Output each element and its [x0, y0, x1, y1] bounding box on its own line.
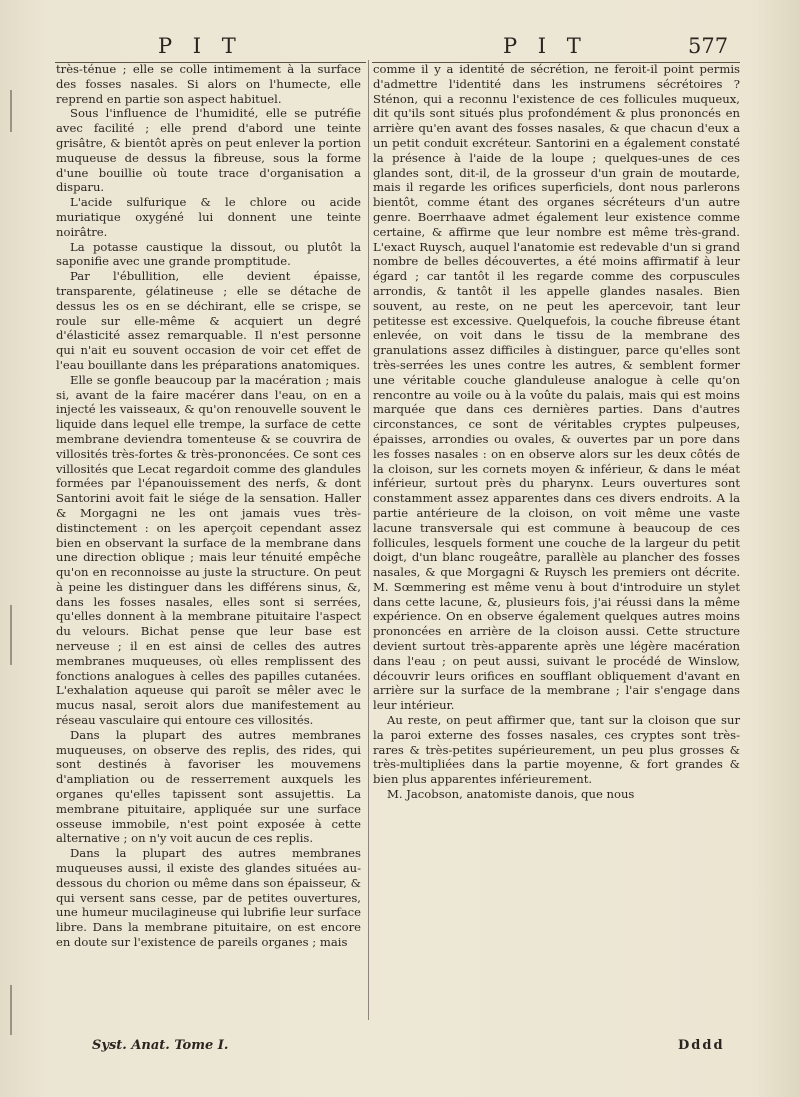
paragraph: L'acide sulfurique & le chlore ou acide muriatique oxygéné lui donnent une teinte noirâtre.: [56, 195, 361, 239]
paragraph: Elle se gonfle beaucoup par la macération ; mais si, avant de la faire macérer dans l'eau, on en a injecté les vaisseaux, & qu'on renouvelle souvent le liquide dans lequel elle trempe, la surface de cette membrane deviendra tomenteuse & se couvrira de villosités très-fortes & très-prononcées. Ce sont ces villosités que Lecat regardoit comme des glandules formées par l'épanouissement des nerfs, & dont Santorini avoit fait le siége de la sensation. Haller & Morgagni ne les ont jamais vues très-distinctement : on les aperçoit cependant assez bien en observant la surface de la membrane dans une direction oblique ; mais leur ténuité empêche qu'on en reconnoisse au juste la structure. On peut à peine les distinguer dans les différens sinus, &, dans les fosses nasales, elles sont si serrées, qu'elles donnent à la membrane pituitaire l'aspect du velours. Bichat pense que leur base est nerveuse ; il en est ainsi de celles des autres membranes muqueuses, où elles remplissent des fonctions analogues à celles des papilles cutanées. L'exhalation aqueuse qui paroît se mêler avec le mucus nasal, seroit alors due manifestement au réseau vasculaire qui entoure ces villosités.: [56, 372, 361, 728]
page-number: 577: [688, 34, 729, 58]
paragraph: Au reste, on peut affirmer que, tant sur la cloison que sur la paroi externe des fosses nasales, ces cryptes sont très-rares & très-petites supérieurement, un peu plus grosses & très-multipliées dans la partie moyenne, & fort grandes & bien plus apparentes inférieurement.: [373, 713, 740, 787]
left-column: [56, 62, 361, 950]
signature-line: Syst. Anat. Tome I.: [92, 1038, 229, 1053]
column-divider: [368, 60, 369, 1020]
paragraph: Par l'ébullition, elle devient épaisse, transparente, gélatineuse ; elle se détache de dessus les os en se déchirant, elle se crispe, se roule sur elle-même & acquiert un degré d'élasticité assez remarquable. Il n'est personne qui n'ait eu souvent occasion de voir cet effet de l'eau bouillante dans les préparations anatomiques.: [56, 269, 361, 372]
binding-mark: [10, 605, 12, 665]
running-header: [0, 28, 800, 64]
paragraph: Sous l'influence de l'humidité, elle se putréfie avec facilité ; elle prend d'abord une teinte grisâtre, & bientôt après on peut enlever la portion muqueuse de dessus la fibreuse, sous la forme d'une bouillie où toute trace d'organisation a disparu.: [56, 106, 361, 195]
signature-mark: Dddd: [678, 1038, 725, 1053]
page-footer: [0, 1038, 800, 1060]
right-column: [373, 62, 740, 802]
binding-mark: [10, 90, 12, 132]
running-head-left: P I T: [158, 34, 243, 58]
paragraph: Dans la plupart des autres membranes muqueuses aussi, il existe des glandes situées au-dessous du chorion ou même dans son épaisseur, & qui versent sans cesse, par de petites ouvertures, une humeur mucilagineuse qui lubrifie leur surface libre. Dans la membrane pituitaire, on est encore en doute sur l'existence de pareils organes ; mais: [56, 846, 361, 950]
running-head-right: P I T: [503, 34, 588, 58]
paragraph: Dans la plupart des autres membranes muqueuses, on observe des replis, des rides, qui sont destinés à favoriser les mouvemens d'ampliation ou de resserrement auxquels les organes qu'elles tapissent sont assujettis. La membrane pituitaire, appliquée sur une surface osseuse immobile, n'est point exposée à cette alternative ; on n'y voit aucun de ces replis.: [56, 727, 361, 846]
paragraph: comme il y a identité de sécrétion, ne feroit-il point permis d'admettre l'identité dans les instrumens sécrétoires ? Sténon, qui a reconnu l'existence de ces follicules muqueux, dit qu'ils sont situés plus profondément & plus prononcés en arrière qu'en avant des fosses nasales, & que chacun d'eux a un petit conduit excréteur. Santorini en a également constaté la présence à l'aide de la loupe ; quelques-unes de ces glandes sont, dit-il, de la grosseur d'un grain de moutarde, mais il regarde les orifices superficiels, dont nous parlerons bientôt, comme étant des organes sécréteurs d'un autre genre. Boerrhaave admet également leur existence comme certaine, & affirme que leur nombre est même très-grand. L'exact Ruysch, auquel l'anatomie est redevable d'un si grand nombre de belles découvertes, a été moins affirmatif à leur égard ; car tantôt il les regarde comme des corpuscules arrondis, & tantôt il les appelle glandes nasales. Bien souvent, au reste, on ne peut les apercevoir, tant leur petitesse est excessive. Quelquefois, la couche fibreuse étant enlevée, on voit dans le tissu de la membrane des granulations assez difficiles à distinguer, parce qu'elles sont très-serrées les unes contre les autres, & semblent former une véritable couche glanduleuse analogue à celle qu'on rencontre au voile ou à la voûte du palais, mais qui est moins marquée que dans ces dernières parties. Dans d'autres circonstances, ce sont de véritables cryptes pulpeuses, épaisses, arrondies ou ovales, & ouvertes par un pore dans les fosses nasales : on en observe alors sur les deux côtés de la cloison, sur les cornets moyen & inférieur, & dans le méat inférieur, surtout près du pharynx. Leurs ouvertures sont constamment assez apparentes dans ces divers endroits. A la partie antérieure de la cloison, on voit même une vaste lacune transversale qui est commune à beaucoup de ces follicules, lesquels forment une couche de la largeur du petit doigt, d'un blanc rougeâtre, parallèle au plancher des fosses nasales, & que Morgagni & Ruysch les premiers ont décrite. M. Sœmmering est même venu à bout d'introduire un stylet dans cette lacune, &, plusieurs fois, j'ai réussi dans la même expérience. On en observe également quelques autres moins prononcées en arrière de la cloison aussi. Cette structure devient surtout très-apparente après une légère macération dans l'eau ; on peut aussi, suivant le procédé de Winslow, découvrir leurs orifices en soufflant obliquement d'avant en arrière sur la surface de la membrane ; l'air s'engage dans leur intérieur.: [373, 62, 740, 713]
binding-mark: [10, 985, 12, 1035]
paragraph: M. Jacobson, anatomiste danois, que nous: [387, 787, 635, 802]
paragraph: très-ténue ; elle se colle intimement à la surface des fosses nasales. Si alors on l'humecte, elle reprend en partie son aspect habituel.: [56, 62, 361, 106]
paragraph: La potasse caustique la dissout, ou plutôt la saponifie avec une grande promptitude.: [56, 239, 361, 269]
